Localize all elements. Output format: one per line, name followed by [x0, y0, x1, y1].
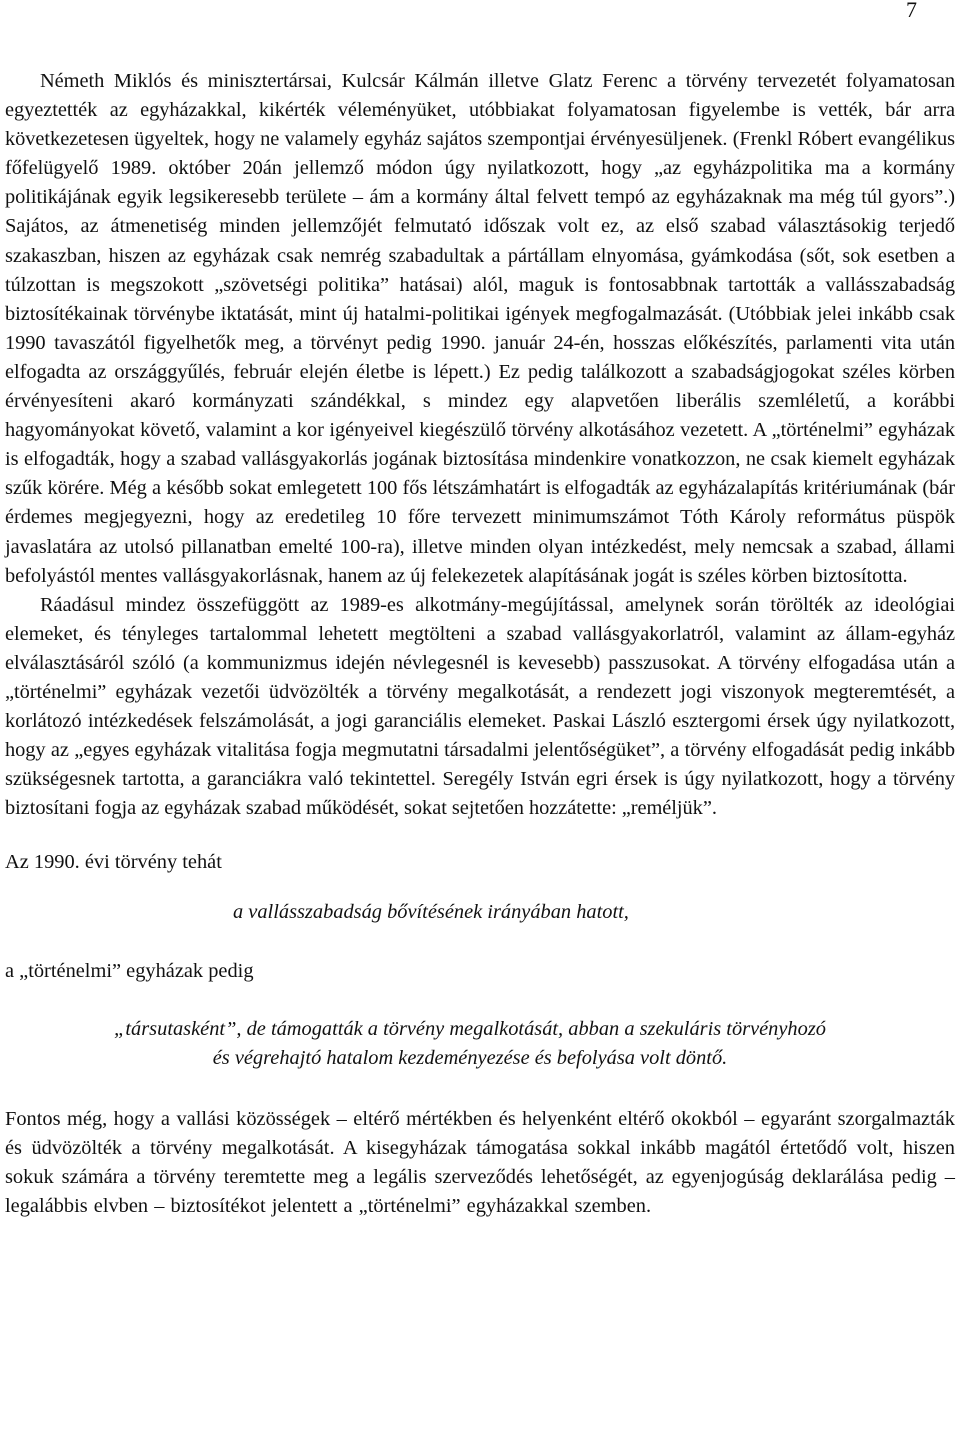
summary-line-intro: Az 1990. évi törvény tehát [5, 851, 222, 874]
summary-line-churches: a „történelmi” egyházak pedig [5, 959, 254, 982]
page-number: 7 [906, 0, 917, 22]
summary-conclusion-line-2: és végrehajtó hatalom kezdeményezése és befolyása volt döntő. [212, 1046, 728, 1069]
document-body [5, 67, 955, 1221]
closing-paragraph: Fontos még, hogy a vallási közösségek – eltérő mértékben és helyenként eltérő okokból – egyaránt szorgalmazták és üdvözölték a törvény megalkotását. A kisegyházak támogatása sokkal inkább magától értetődő volt, hiszen sokuk számára a törvény teremtette meg a legális szerveződés lehetőségét, az egyenjogúság deklarálása pedig – legalábbis elvben – biztosítékot jelentett a „történelmi” egyházakkal szemben. [5, 1107, 955, 1218]
paragraph-1: Németh Miklós és minisztertársai, Kulcsár Kálmán illetve Glatz Ferenc a törvény tervezetét folyamatosan egyeztették az egyházakkal, kikérték véleményüket, utóbbiakat folyamatosan figyelembe is vették, bár arra következetesen ügyeltek, hogy ne valamely egyház sajátos szempontjai érvényesüljenek. (Frenkl Róbert evangélikus főfelügyelő 1989. október 20án jellemző módon úgy nyilatkozott, hogy „az egyházpolitika ma a kormány politikájának egyik legsikeresebb területe – ám a kormány által felvett tempó az egyházaknak ma még túl gyors”.) Sajátos, az átmenetiség minden jellemzőjét felmutató időszak volt ez, az első szabad választásokig terjedő szakaszban, hiszen az egyházak csak nemrég szabadultak a pártállam elnyomása, gyámkodása (sőt, sok esetben a túlzottan is megszokott „szövetségi politika” hatásai) alól, maguk is fontosabbnak tartották a vallásszabadság biztosítékainak törvénybe iktatását, mint új hatalmi-politikai igények megfogalmazását. (Utóbbiak jelei inkább csak 1990 tavaszától figyelhetők meg, a törvényt pedig 1990. január 24-én, hosszas előkészítés, parlamenti vita után elfogadta az országgyűlés, február elején életbe is lépett.) Ez pedig találkozott a szabadságjogokat széles körben érvényesíteni akaró kormányzati szándékkal, s mindez egy alapvetően liberális szemléletű, a korábbi hagyományokat követő, valamint a kor igényeivel kiegészülő törvény alkotásához vezetett. A „történelmi” egyházak is elfogadták, hogy a szabad vallásgyakorlás jogának biztosítása mindenkire vonatkozzon, ne csak kiemelt egyházak szűk körére. Még a később sokat emlegetett 100 fős létszámhatárt is elfogadták az egyházalapítás kritériumának (bár érdemes megjegyezni, hogy az eredetileg 10 főre tervezett minimumszámot Tóth Károly református püspök javaslatára az utolsó pillanatban emelté 100-ra), illetve minden olyan intézkedést, mely nemcsak a szabad, állami befolyástól mentes vallásgyakorlásnak, hanem az új felekezetek alapításának jogát is széles körben biztosította. [5, 70, 955, 587]
paragraph-2: Ráadásul mindez összefüggött az 1989-es alkotmány-megújítással, amelynek során törölték az ideológiai elemeket, és tényleges tartalommal lehetett megtölteni a szabad vallásgyakorlatról, valamint az állam-egyház elválasztásáról szóló (a kommunizmus idején névlegesnél is kevesebb) passzusokat. A törvény elfogadása után a „történelmi” egyházak vezetői üdvözölték a törvény megalkotását, a rendezett jogi viszonyok megteremtését, a korlátozó intézkedések felszámolását, a jogi garanciális elemeket. Paskai László esztergomi érsek úgy nyilatkozott, hogy az „egyes egyházak vitalitása fogja megmutatni társadalmi jelentőségüket”, a törvény elfogadását pedig inkább szükségesnek tartotta, a garanciákra való tekintettel. Seregély István egri érsek is úgy nyilatkozott, hogy a törvény biztosítani fogja az egyházak szabad működését, sokat sejtetően hozzátette: „reméljük”. [5, 593, 955, 820]
summary-line-effect: a vallásszabadság bővítésének irányában hatott, [233, 900, 629, 923]
summary-conclusion [5, 1015, 955, 1073]
summary-conclusion-line-1: „társutasként”, de támogatták a törvény megalkotását, abban a szekuláris törvényhozó [114, 1017, 826, 1040]
